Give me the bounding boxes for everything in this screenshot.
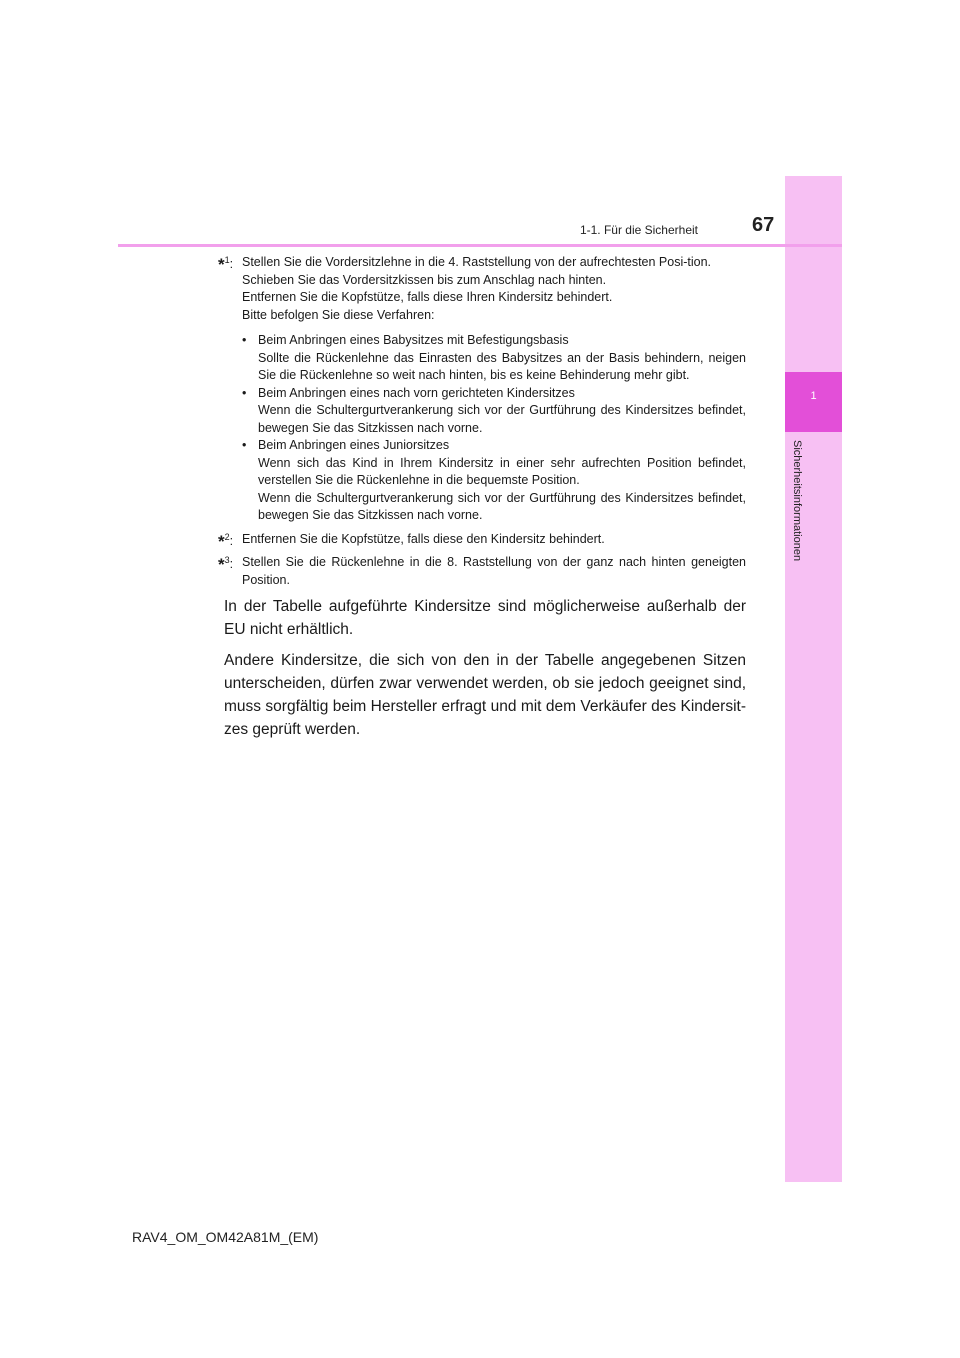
list-item-title: Beim Anbringen eines Juniorsitzes xyxy=(258,438,450,452)
footnote-line: Schieben Sie das Vordersitzkissen bis zum Anschlag nach hinten. xyxy=(242,272,607,287)
page-number: 67 xyxy=(752,214,775,236)
list-item: • Beim Anbringen eines nach vorn gerichteten Kindersitzes Wenn die Schultergurtverankerung sich vor der Gurtführung des Kindersitzes befindet, bewegen Sie das Sitzkissen nach vorne. xyxy=(242,385,746,438)
side-tab-active-marker xyxy=(785,372,842,432)
header-section-title: 1-1. Für die Sicherheit xyxy=(579,223,698,237)
list-item-title: Beim Anbringen eines Babysitzes mit Befestigungsbasis xyxy=(258,333,569,347)
list-item-text: Wenn die Schultergurtverankerung sich vor der Gurtführung des Kindersitzes befindet, bewegen Sie das Sitzkissen nach vorne. xyxy=(258,490,746,522)
footnote-line: Entfernen Sie die Kopfstütze, falls diese Ihren Kindersitz behindert. xyxy=(242,290,613,304)
footnote-line: Bitte befolgen Sie diese Verfahren: xyxy=(242,307,435,322)
footnote-line: Stellen Sie die Rückenlehne in die 8. Raststellung von der ganz nach hinten geneigten Position. xyxy=(242,555,746,587)
footnote-line: Entfernen Sie die Kopfstütze, falls diese den Kindersitz behindert. xyxy=(242,531,605,546)
footnote-1 xyxy=(218,254,746,324)
list-item-text: Sollte die Rückenlehne das Einrasten des Babysitzes an der Basis behindern, neigen Sie die Rückenlehne so weit nach hinten, bis es keine Behinderung mehr gibt. xyxy=(258,350,746,382)
list-item-title: Beim Anbringen eines nach vorn gerichteten Kindersitzes xyxy=(258,385,575,400)
list-item-text: Wenn die Schultergurtverankerung sich vor der Gurtführung des Kindersitzes befindet, bewegen Sie das Sitzkissen nach vorne. xyxy=(258,403,746,435)
side-tab xyxy=(785,176,842,1182)
footer-doc-code: RAV4_OM_OM42A81M_(EM) xyxy=(132,1229,319,1245)
list-item: • Beim Anbringen eines Babysitzes mit Befestigungsbasis Sollte die Rückenlehne das Einrasten des Babysitzes an der Basis behindern, neigen Sie die Rückenlehne so weit nach hinten, bis es keine Behinderung mehr gibt. xyxy=(242,332,746,385)
body-paragraph: In der Tabelle aufgeführte Kindersitze sind möglicherweise außerhalb der EU nicht erhältlich. xyxy=(224,598,746,638)
footnote-2 xyxy=(218,531,746,549)
footnote-marker: *$^3$: xyxy=(218,555,234,574)
page-content xyxy=(218,254,746,749)
footnote-marker: *$^1$: xyxy=(218,255,234,274)
body-paragraph: Andere Kindersitze, die sich von den in der Tabelle angegebenen Sitzen unterscheiden, dürfen zwar verwendet werden, ob sie jedoch geeignet sind, muss sorgfältig beim Hersteller erfragt und mit dem Verkäufer des Kindersit-zes geprüft werden. xyxy=(224,652,746,738)
footnote-line: Stellen Sie die Vordersitzlehne in die 4. Raststellung von der aufrechtesten Posi-tion. xyxy=(242,255,712,269)
list-item-text: Wenn sich das Kind in Ihrem Kindersitz in einer sehr aufrechten Position befindet, verstellen Sie die Rückenlehne in die bequemste Position. xyxy=(258,455,746,487)
list-item: • Beim Anbringen eines Juniorsitzes Wenn sich das Kind in Ihrem Kindersitz in einer sehr aufrechten Position befindet, verstellen Sie die Rückenlehne in die bequemste Position. Wenn die Schultergurtverankerung sich vor der Gurtführung des Kindersitzes befindet, bewegen Sie das Sitzkissen nach vorne. xyxy=(242,437,746,525)
footnote-marker: *$^2$: xyxy=(218,531,234,551)
footnote-3 xyxy=(218,554,746,589)
procedure-list xyxy=(218,332,746,525)
side-tab-number: 1 xyxy=(810,390,817,402)
header-rule xyxy=(118,244,842,247)
side-tab-label: Sicherheitsinformationen xyxy=(791,440,803,562)
